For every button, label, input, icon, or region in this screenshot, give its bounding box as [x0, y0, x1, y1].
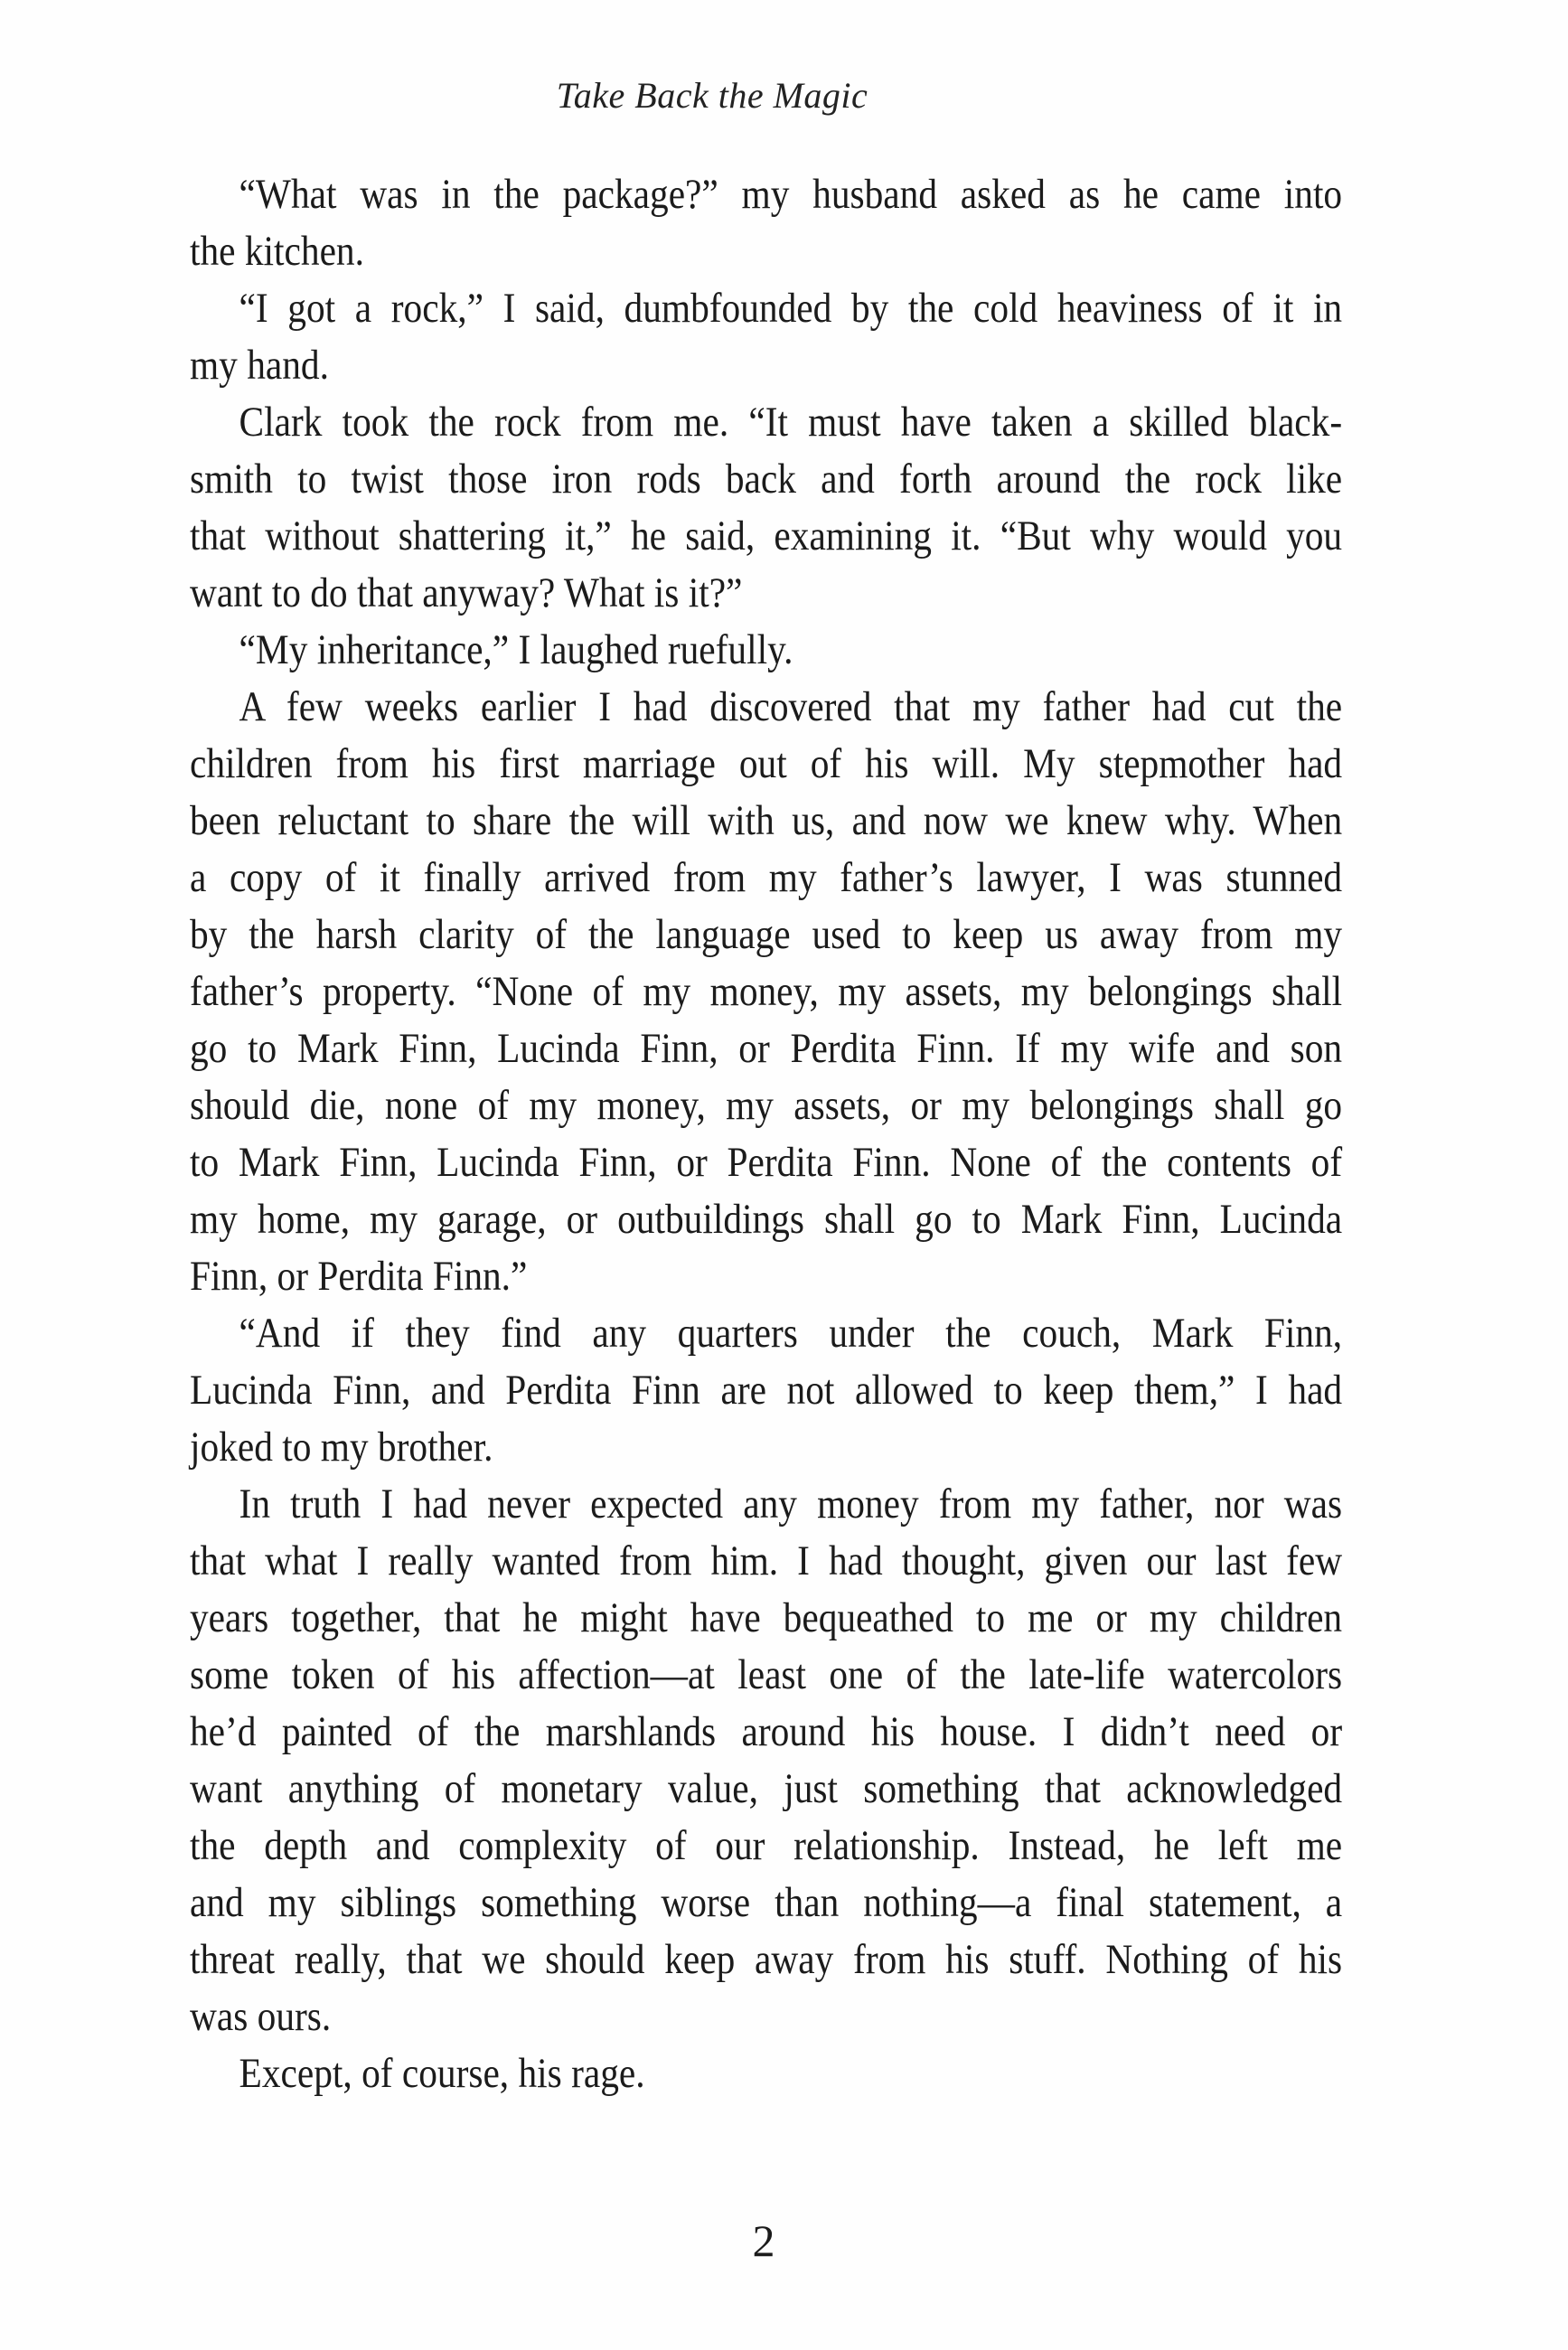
text-line: Except, of course, his rage. [239, 2050, 645, 2097]
text-line: smith to twist those iron rods back and forth around the rock like [190, 456, 1343, 503]
text-line: that without shattering it,” he said, examining it. “But why would you [190, 512, 1343, 559]
text-line: want to do that anyway? What is it?” [190, 569, 743, 616]
text-line: In truth I had never expected any money from my father, nor was [239, 1480, 1343, 1528]
text-line: a copy of it finally arrived from my father’s lawyer, I was stunned [190, 854, 1343, 901]
body-text [190, 166, 1342, 2102]
text-line: was ours. [190, 1993, 332, 2040]
text-line: he’d painted of the marshlands around his house. I didn’t need or [190, 1708, 1343, 1755]
text-line: been reluctant to share the will with us, and now we knew why. When [190, 797, 1343, 844]
text-line: my hand. [190, 342, 329, 389]
text-line: my home, my garage, or outbuildings shall go to Mark Finn, Lucinda [190, 1196, 1343, 1243]
running-header: Take Back the Magic [556, 75, 869, 116]
text-line: Clark took the rock from me. “It must have taken a skilled black- [239, 399, 1343, 446]
text-line: father’s property. “None of my money, my assets, my belongings shall [190, 968, 1343, 1015]
text-line: want anything of monetary value, just something that acknowledged [190, 1765, 1343, 1812]
text-line: some token of his affection—at least one of the late-life watercolors [190, 1651, 1343, 1698]
text-line: years together, that he might have bequeathed to me or my children [190, 1594, 1343, 1641]
text-line: Lucinda Finn, and Perdita Finn are not allowed to keep them,” I had [190, 1367, 1343, 1414]
text-line: “I got a rock,” I said, dumbfounded by the cold heaviness of it in [239, 285, 1343, 332]
text-line: A few weeks earlier I had discovered that my father had cut the [239, 683, 1343, 730]
text-line: to Mark Finn, Lucinda Finn, or Perdita Finn. None of the contents of [190, 1139, 1343, 1186]
page-number: 2 [752, 2215, 775, 2266]
text-line: “And if they find any quarters under the couch, Mark Finn, [239, 1310, 1343, 1357]
text-line: go to Mark Finn, Lucinda Finn, or Perdita Finn. If my wife and son [190, 1025, 1343, 1072]
text-line: “My inheritance,” I laughed ruefully. [239, 626, 793, 673]
text-line: should die, none of my money, my assets, or my belongings shall go [190, 1082, 1343, 1129]
text-line: Finn, or Perdita Finn.” [190, 1253, 528, 1300]
text-line: threat really, that we should keep away from his stuff. Nothing of his [190, 1936, 1343, 1983]
text-line: that what I really wanted from him. I had thought, given our last few [190, 1537, 1343, 1584]
text-line: joked to my brother. [190, 1424, 493, 1471]
text-line: “What was in the package?” my husband asked as he came into [239, 171, 1343, 218]
text-line: by the harsh clarity of the language used to keep us away from my [190, 911, 1343, 958]
text-line: and my siblings something worse than nothing—a final statement, a [190, 1879, 1343, 1926]
text-line: the depth and complexity of our relationship. Instead, he left me [190, 1822, 1343, 1869]
text-line: children from his first marriage out of his will. My stepmother had [190, 740, 1343, 787]
text-line: the kitchen. [190, 228, 364, 275]
